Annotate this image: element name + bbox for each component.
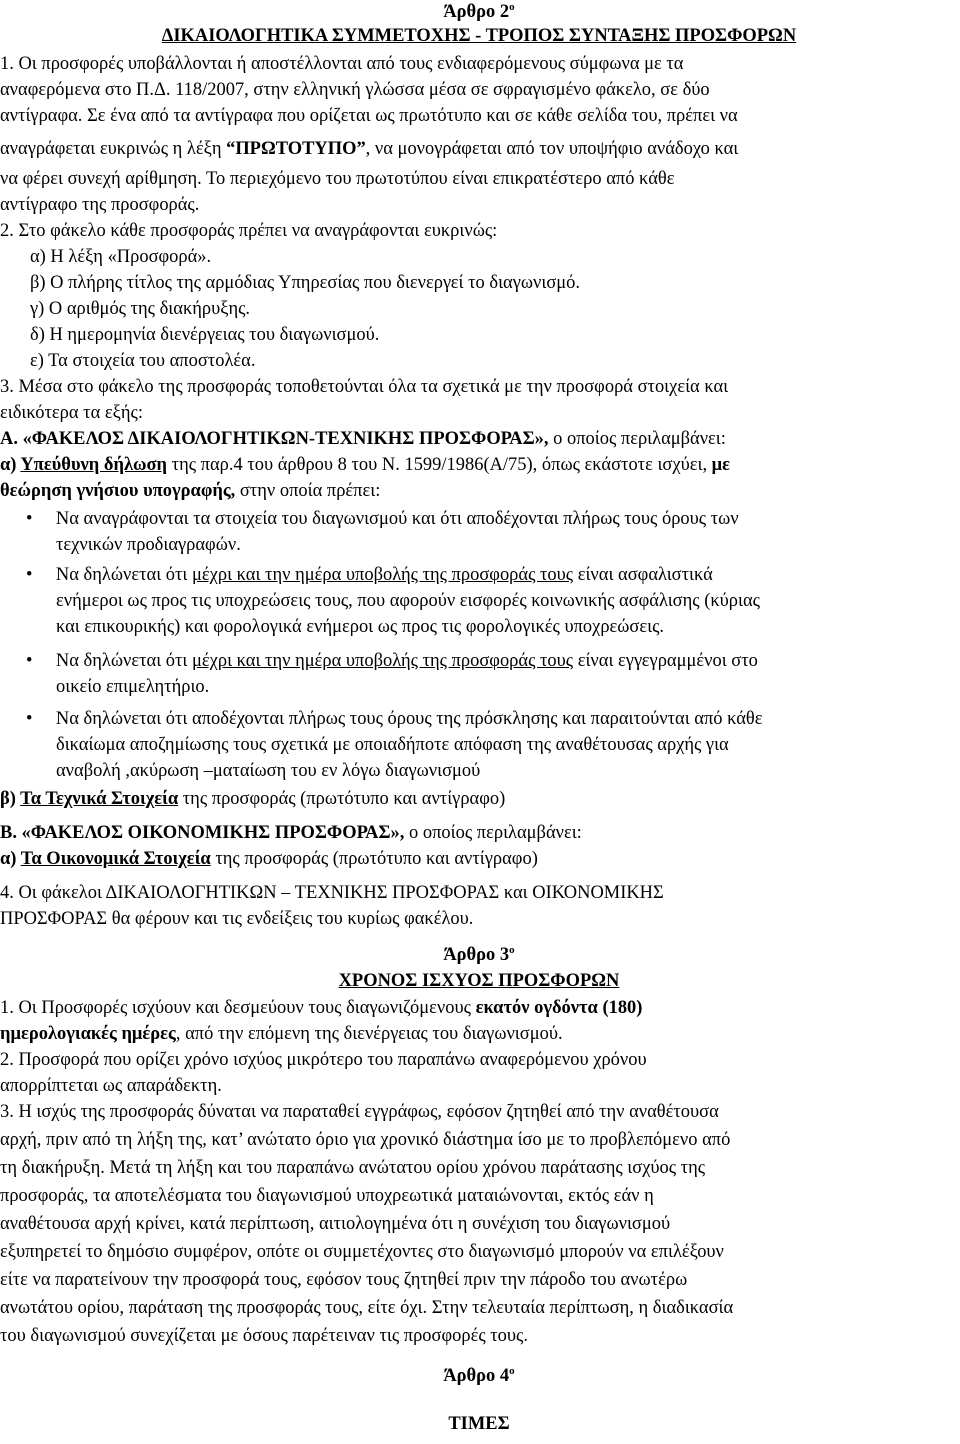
article3-heading: ΧΡΟΝΟΣ ΙΣΧΥΟΣ ΠΡΟΣΦΟΡΩΝ (338, 971, 620, 991)
article3-title: Άρθρο $3^o$ (443, 943, 515, 965)
article3-p3-line1: 3. Η ισχύς της προσφοράς δύναται να παραταθεί εγγράφως, εφόσον ζητηθεί από την αναθέτουσα (0, 1102, 719, 1122)
article2-p3-line2: ειδικότερα τα εξής: (0, 403, 143, 423)
article3-p3-line5: αναθέτουσα αρχή κρίνει, κατά περίπτωση, αιτιολογημένα ότι η συνέχιση του διαγωνισμού (0, 1214, 671, 1234)
article4-title: Άρθρο $4^o$ (443, 1364, 515, 1386)
article3-p2-line2: απορρίπτεται ως απαράδεκτη. (0, 1076, 222, 1096)
bullet-dot-icon: • (26, 651, 33, 671)
folder-b-item-alpha: α) Τα Οικονομικά Στοιχεία της προσφοράς (πρωτότυπο και αντίγραφο) (0, 849, 538, 869)
article2-title: Άρθρο $2^o$ (443, 0, 515, 22)
bullet-dot-icon: • (26, 509, 33, 529)
bullet-1: • Να αναγράφονται τα στοιχεία του διαγωνισμού και ότι αποδέχονται πλήρως τους όρους των (26, 507, 958, 533)
bullet-4-line2: δικαίωμα αποζημίωσης τους σχετικά με οποιαδήποτε απόφαση της αναθέτουσας αρχής για (56, 735, 729, 755)
article3-p3-line7: είτε να παρατείνουν την προσφορά τους, εφόσον τους ζητηθεί πριν την πάροδο του ανωτέρω (0, 1270, 688, 1290)
article2-p2: 2. Στο φάκελο κάθε προσφοράς πρέπει να αναγράφονται ευκρινώς: (0, 221, 498, 241)
article2-p1-line1: 1. Οι προσφορές υποβάλλονται ή αποστέλλονται από τους ενδιαφερόμενους σύμφωνα με τα (0, 54, 684, 74)
article3-p1-line2: ημερολογιακές ημέρες, από την επόμενη της διενέργειας του διαγωνισμού. (0, 1024, 563, 1044)
folder-a-heading: Α. «ΦΑΚΕΛΟΣ ΔΙΚΑΙΟΛΟΓΗΤΙΚΩΝ-ΤΕΧΝΙΚΗΣ ΠΡΟΣΦΟΡΑΣ», ο οποίος περιλαμβάνει: (0, 429, 726, 449)
bullet-3-line2: οικείο επιμελητήριο. (56, 677, 210, 697)
bullet-2-line2: ενήμεροι ως προς τις υποχρεώσεις τους, που αφορούν εισφορές κοινωνικής ασφάλισης (κύριας (56, 591, 760, 611)
bullet-dot-icon: • (26, 709, 33, 729)
article2-p2-item-c: γ) Ο αριθμός της διακήρυξης. (30, 299, 251, 319)
article2-p2-item-d: δ) Η ημερομηνία διενέργειας του διαγωνισμού. (30, 325, 380, 345)
article3-p3-line3: τη διακήρυξη. Μετά τη λήξη και του παραπάνω ανώτατου ορίου χρόνου παράτασης ισχύος της (0, 1158, 706, 1178)
bullet-4-line3: αναβολή ,ακύρωση –ματαίωση του εν λόγω διαγωνισμού (56, 761, 481, 781)
article2-p1-line5: να φέρει συνεχή αρίθμηση. Το περιεχόμενο του πρωτοτύπου είναι επικρατέστερο από κάθε (0, 169, 675, 189)
article2-p1-line4: αναγράφεται ευκρινώς η λέξη “ΠΡΩΤΟΤΥΠΟ”, να μονογράφεται από τον υποψήφιο ανάδοχο και (0, 139, 739, 159)
folder-b-heading: Β. «ΦΑΚΕΛΟΣ ΟΙΚΟΝΟΜΙΚΗΣ ΠΡΟΣΦΟΡΑΣ», ο οποίος περιλαμβάνει: (0, 823, 582, 843)
article2-p3-line1: 3. Μέσα στο φάκελο της προσφοράς τοποθετούνται όλα τα σχετικά με την προσφορά στοιχεία και (0, 377, 729, 397)
folder-a-item-alpha: α) Υπεύθυνη δήλωση της παρ.4 του άρθρου 8 του Ν. 1599/1986(Α/75), όπως εκάστοτε ισχύει, με (0, 455, 731, 475)
article3-p3-line4: προσφοράς, τα αποτελέσματα του διαγωνισμού υποχρεωτικά ματαιώνονται, εκτός εάν η (0, 1186, 654, 1206)
folder-a-item-alpha-line2: θεώρηση γνήσιου υπογραφής, στην οποία πρέπει: (0, 481, 381, 501)
article2-p2-item-b: β) Ο πλήρης τίτλος της αρμόδιας Υπηρεσίας που διενεργεί το διαγωνισμό. (30, 273, 581, 293)
article2-p1-line2: αναφερόμενα στο Π.Δ. 118/2007, στην ελληνική γλώσσα μέσα σε σφραγισμένο φάκελο, σε δύο (0, 80, 710, 100)
article2-p4-line1: 4. Οι φάκελοι ΔΙΚΑΙΟΛΟΓΗΤΙΚΩΝ – ΤΕΧΝΙΚΗΣ ΠΡΟΣΦΟΡΑΣ και ΟΙΚΟΝΟΜΙΚΗΣ (0, 883, 664, 903)
bullet-4: • Να δηλώνεται ότι αποδέχονται πλήρως τους όρους της πρόσκλησης και παραιτούνται από κάθε (26, 707, 958, 733)
article3-p3-line6: εξυπηρετεί το δημόσιο συμφέρον, οπότε οι συμμετέχοντες στο διαγωνισμό μπορούν να επιλέξουν (0, 1242, 724, 1262)
bullet-dot-icon: • (26, 565, 33, 585)
article3-p3-line8: ανωτάτου ορίου, παράταση της προσφοράς τους, είτε όχι. Στην τελευταία περίπτωση, η διαδικασία (0, 1298, 734, 1318)
article2-p1-line6: αντίγραφο της προσφοράς. (0, 195, 200, 215)
article3-p1-line1: 1. Οι Προσφορές ισχύουν και δεσμεύουν τους διαγωνιζόμενους εκατόν ογδόντα (180) (0, 998, 643, 1018)
bullet-2: • Να δηλώνεται ότι μέχρι και την ημέρα υποβολής της προσφοράς τους είναι ασφαλιστικά (26, 563, 958, 589)
bullet-2-line3: και επικουρικής) και φορολογικά ενήμεροι ως προς τις φορολογικές υποχρεώσεις. (56, 617, 665, 637)
article4-heading: ΤΙΜΕΣ (448, 1414, 510, 1434)
article2-p2-item-e: ε) Τα στοιχεία του αποστολέα. (30, 351, 256, 371)
article3-p3-line2: αρχή, πριν από τη λήξη της, κατ’ ανώτατο όριο για χρονικό διάστημα ίσο με το προβλεπόμενο από (0, 1130, 731, 1150)
article2-heading: ΔΙΚΑΙΟΛΟΓΗΤΙΚΑ ΣΥΜΜΕΤΟΧΗΣ - ΤΡΟΠΟΣ ΣΥΝΤΑΞΗΣ ΠΡΟΣΦΟΡΩΝ (161, 26, 797, 46)
bullet-3: • Να δηλώνεται ότι μέχρι και την ημέρα υποβολής της προσφοράς τους είναι εγγεγραμμένοι στο (26, 649, 958, 675)
folder-a-item-beta: β) Τα Τεχνικά Στοιχεία της προσφοράς (πρωτότυπο και αντίγραφο) (0, 789, 506, 809)
article2-p1-line3: αντίγραφα. Σε ένα από τα αντίγραφα που ορίζεται ως πρωτότυπο και σε κάθε σελίδα του, πρέπει να (0, 106, 738, 126)
article2-p2-item-a: α) Η λέξη «Προσφορά». (30, 247, 212, 267)
article3-p2-line1: 2. Προσφορά που ορίζει χρόνο ισχύος μικρότερο του παραπάνω αναφερόμενου χρόνου (0, 1050, 647, 1070)
bullet-1-line2: τεχνικών προδιαγραφών. (56, 535, 241, 555)
article2-p4-line2: ΠΡΟΣΦΟΡΑΣ θα φέρουν και τις ενδείξεις του κυρίως φακέλου. (0, 909, 474, 929)
article3-p3-line9: του διαγωνισμού συνεχίζεται με όσους παρέτειναν τις προσφορές τους. (0, 1326, 528, 1346)
